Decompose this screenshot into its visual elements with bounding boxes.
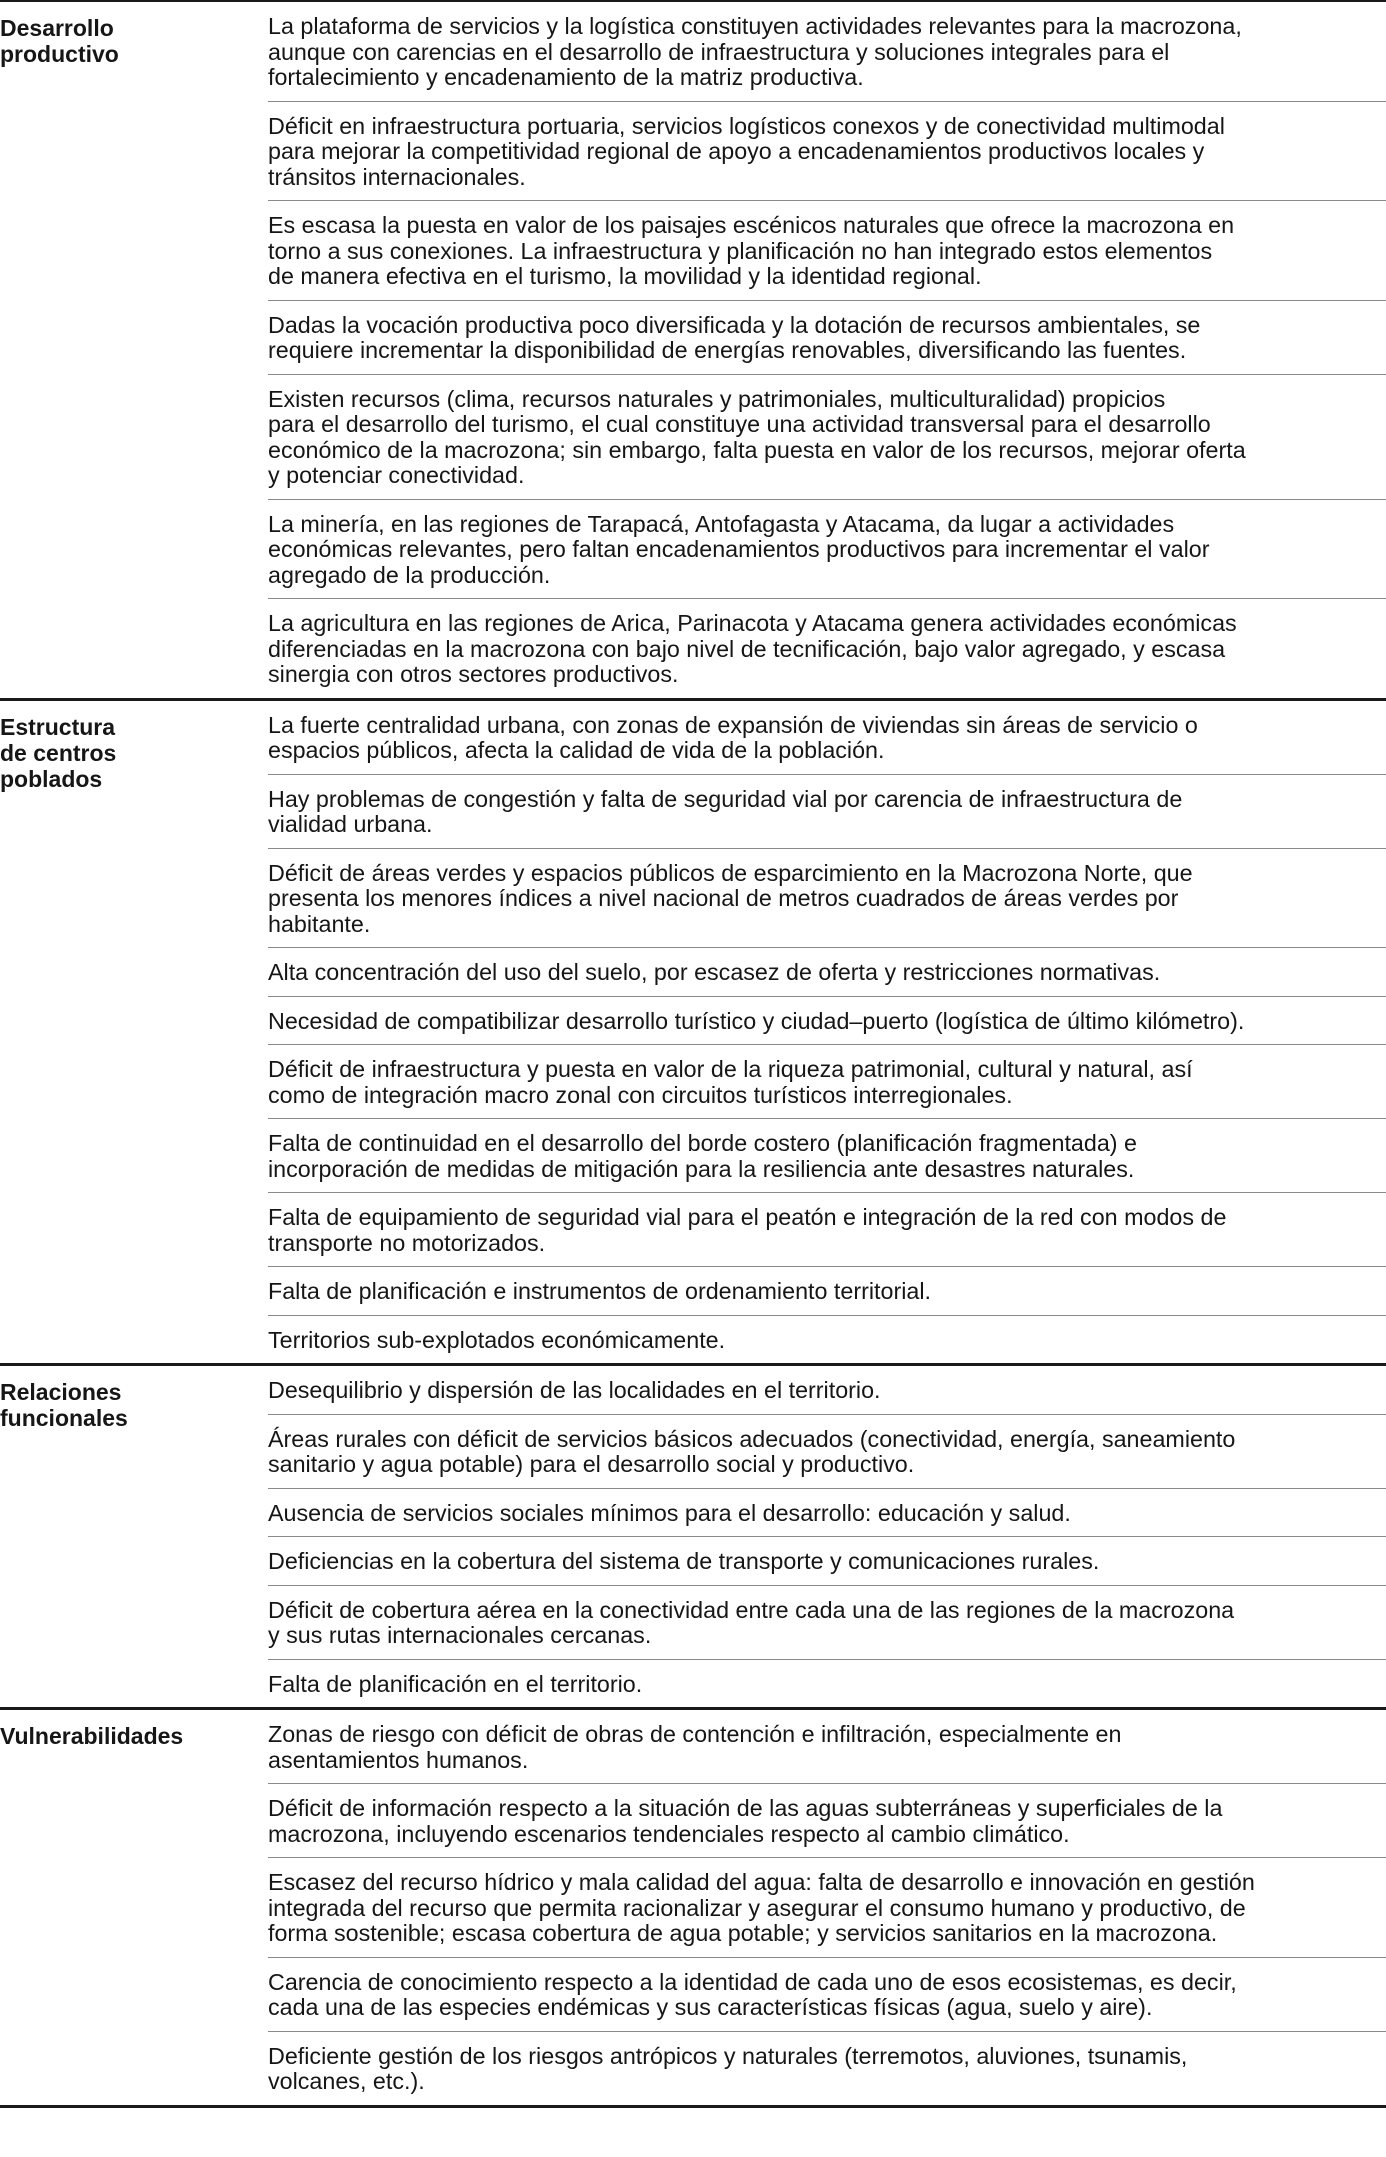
table-cell-item: Déficit en infraestructura portuaria, servicios logísticos conexos y de conectividad multimodal para mejorar la competitividad regional de apoyo a encadenamientos productivos locales y tránsitos internacionales. [268,101,1386,201]
table-cell-item: Territorios sub-explotados económicamente. [268,1315,1386,1364]
table-cell-item: Existen recursos (clima, recursos naturales y patrimoniales, multiculturalidad) propicios para el desarrollo del turismo, el cual constituye una actividad transversal para el desarrollo económico de la macrozona; sin embargo, falta puesta en valor de los recursos, mejorar oferta y potenciar conectividad. [268,374,1386,499]
section-title: Vulnerabilidades [0,1723,184,1749]
section-items [268,2,1386,698]
table-cell-item: Es escasa la puesta en valor de los paisajes escénicos naturales que ofrece la macrozona en torno a sus conexiones. La infraestructura y planificación no han integrado estos elementos de manera efectiva en el turismo, la movilidad y la identidad regional. [268,200,1386,300]
table-cell-item: Déficit de infraestructura y puesta en valor de la riqueza patrimonial, cultural y natural, así como de integración macro zonal con circuitos turísticos interregionales. [268,1044,1386,1118]
table-cell-item: La minería, en las regiones de Tarapacá, Antofagasta y Atacama, da lugar a actividades económicas relevantes, pero faltan encadenamientos productivos para incrementar el valor agregado de la producción. [268,499,1386,599]
table-cell-item: Áreas rurales con déficit de servicios básicos adecuados (conectividad, energía, saneamiento sanitario y agua potable) para el desarrollo social y productivo. [268,1414,1386,1488]
section-title: Desarrollo productivo [0,15,119,67]
table-cell-item: Hay problemas de congestión y falta de seguridad vial por carencia de infraestructura de vialidad urbana. [268,774,1386,848]
section-title: Estructura de centros poblados [0,713,117,792]
table-cell-item: Falta de planificación e instrumentos de ordenamiento territorial. [268,1266,1386,1315]
table-cell-item: La agricultura en las regiones de Arica, Parinacota y Atacama genera actividades económicas diferenciadas en la macrozona con bajo nivel de tecnificación, bajo valor agregado, y escasa sinergia con otros sectores productivos. [268,598,1386,698]
table-cell-item: Necesidad de compatibilizar desarrollo turístico y ciudad–puerto (logística de último kilómetro). [268,996,1386,1045]
table-cell-item: Deficiencias en la cobertura del sistema de transporte y comunicaciones rurales. [268,1536,1386,1585]
section-row [0,1363,1386,1707]
section-items [268,1710,1386,2105]
table-cell-item: Falta de continuidad en el desarrollo del borde costero (planificación fragmentada) e incorporación de medidas de mitigación para la resiliencia ante desastres naturales. [268,1118,1386,1192]
table-cell-item: Déficit de áreas verdes y espacios públicos de esparcimiento en la Macrozona Norte, que presenta los menores índices a nivel nacional de metros cuadrados de áreas verdes por habitante. [268,848,1386,948]
table-cell-item: La plataforma de servicios y la logística constituyen actividades relevantes para la macrozona, aunque con carencias en el desarrollo de infraestructura y soluciones integrales para el fortalecimiento y encadenamiento de la matriz productiva. [268,13,1242,90]
table-cell-item: Carencia de conocimiento respecto a la identidad de cada uno de esos ecosistemas, es decir, cada una de las especies endémicas y sus características físicas (agua, suelo y aire). [268,1957,1386,2031]
table-cell-item: Alta concentración del uso del suelo, por escasez de oferta y restricciones normativas. [268,947,1386,996]
table-cell-item: Dadas la vocación productiva poco diversificada y la dotación de recursos ambientales, se requiere incrementar la disponibilidad de energías renovables, diversificando las fuentes. [268,300,1386,374]
table-cell-item: Zonas de riesgo con déficit de obras de contención e infiltración, especialmente en asentamientos humanos. [268,1721,1122,1773]
table-bottom-rule [0,2105,1386,2108]
table-cell-item: Déficit de información respecto a la situación de las aguas subterráneas y superficiales de la macrozona, incluyendo escenarios tendenciales respecto al cambio climático. [268,1783,1386,1857]
table-cell-item: Deficiente gestión de los riesgos antrópicos y naturales (terremotos, aluviones, tsunamis, volcanes, etc.). [268,2031,1386,2105]
section-row [0,1707,1386,2105]
table-cell-item: Falta de equipamiento de seguridad vial para el peatón e integración de la red con modos de transporte no motorizados. [268,1192,1386,1266]
table-cell-item: Ausencia de servicios sociales mínimos para el desarrollo: educación y salud. [268,1488,1386,1537]
table-cell-item: Escasez del recurso hídrico y mala calidad del agua: falta de desarrollo e innovación en gestión integrada del recurso que permita racionalizar y asegurar el consumo humano y productivo, de forma sostenible; escasa cobertura de agua potable; y servicios sanitarios en la macrozona. [268,1857,1386,1957]
table-cell-item: Falta de planificación en el territorio. [268,1659,1386,1708]
table-cell-item: Desequilibrio y dispersión de las localidades en el territorio. [268,1377,881,1403]
section-row [0,698,1386,1364]
section-title: Relaciones funcionales [0,1379,128,1431]
section-items [268,1366,1386,1707]
table-cell-item: Déficit de cobertura aérea en la conectividad entre cada una de las regiones de la macrozona y sus rutas internacionales cercanas. [268,1585,1386,1659]
table-cell-item: La fuerte centralidad urbana, con zonas de expansión de viviendas sin áreas de servicio o espacios públicos, afecta la calidad de vida de la población. [268,711,1198,763]
section-items [268,701,1386,1364]
section-row [0,0,1386,698]
